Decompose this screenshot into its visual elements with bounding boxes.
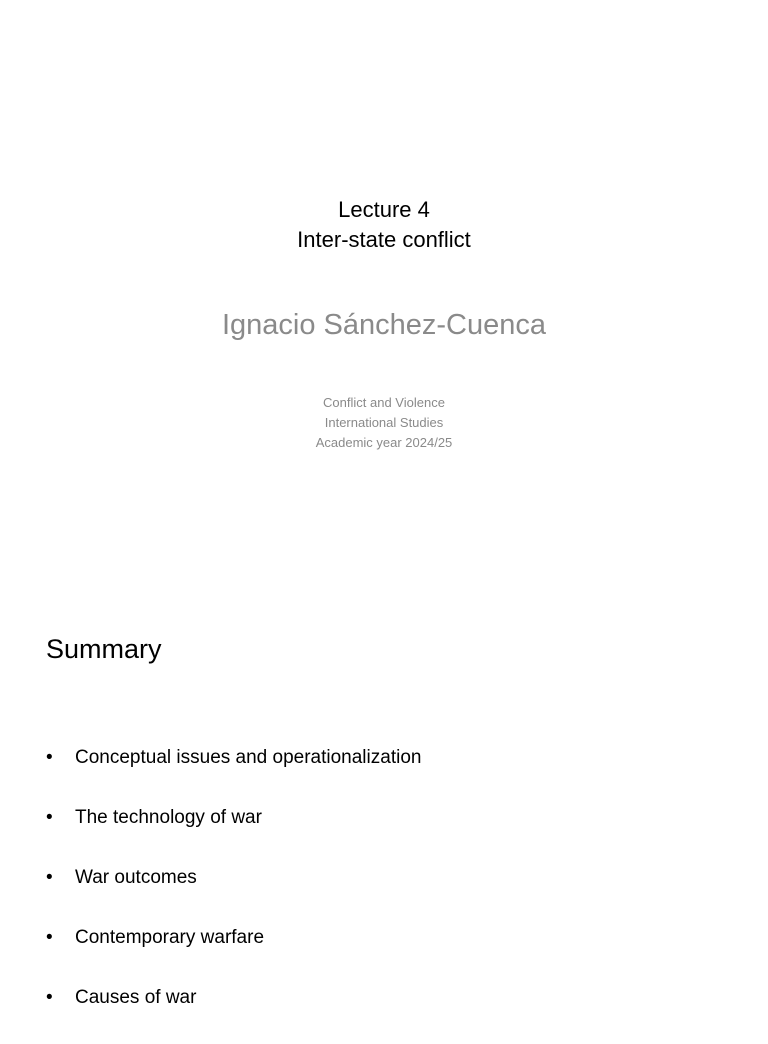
program-name: International Studies bbox=[324, 415, 444, 430]
course-info bbox=[0, 393, 768, 453]
academic-year: Academic year 2024/25 bbox=[315, 435, 453, 450]
lecture-title bbox=[0, 195, 768, 255]
list-item-text: Contemporary warfare bbox=[75, 927, 265, 948]
list-item-text: Conceptual issues and operationalization bbox=[75, 747, 422, 768]
bullet-icon: • bbox=[46, 927, 53, 948]
lecture-topic: Inter-state conflict bbox=[297, 227, 471, 252]
summary-heading: Summary bbox=[46, 634, 162, 664]
bullet-icon: • bbox=[46, 747, 53, 768]
bullet-icon: • bbox=[46, 807, 53, 828]
bullet-icon: • bbox=[46, 987, 53, 1008]
course-name: Conflict and Violence bbox=[323, 395, 445, 410]
list-item-text: War outcomes bbox=[75, 867, 197, 888]
author-name: Ignacio Sánchez-Cuenca bbox=[221, 309, 547, 341]
lecture-number: Lecture 4 bbox=[338, 197, 430, 222]
list-item-text: Causes of war bbox=[75, 987, 197, 1008]
bullet-icon: • bbox=[46, 867, 53, 888]
summary-slide bbox=[0, 576, 768, 1024]
list-item-text: The technology of war bbox=[75, 807, 262, 828]
